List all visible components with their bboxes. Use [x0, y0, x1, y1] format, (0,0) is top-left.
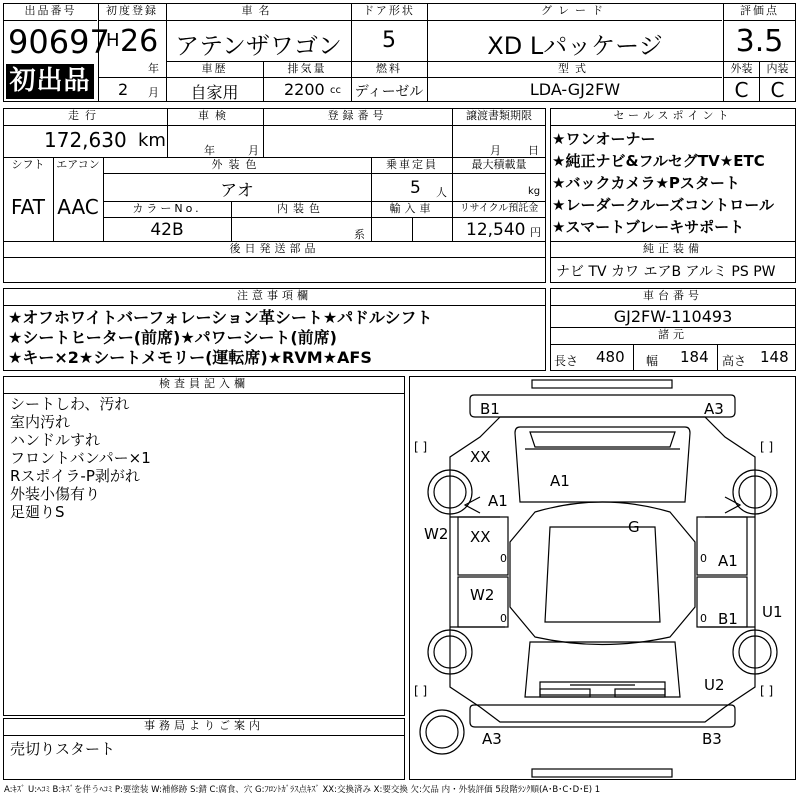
sales-points-list: [552, 128, 774, 238]
capacity: 5: [410, 178, 421, 198]
damage-mark: W2: [470, 586, 495, 604]
km-unit: km: [138, 130, 166, 151]
damage-mark: [ ]: [414, 440, 428, 454]
damage-mark: W2: [424, 525, 449, 543]
inspector-note: シートしわ、汚れ: [10, 395, 130, 413]
width-label: 幅: [646, 354, 659, 368]
transfer-deadline-label: 譲渡書類期限: [466, 109, 532, 122]
damage-mark: A3: [482, 730, 502, 748]
door-type-label: ドア形状: [363, 4, 415, 17]
history-label: 車歴: [201, 62, 228, 75]
fuel-label: 燃料: [376, 62, 402, 75]
chassis-number: GJ2FW-110493: [613, 307, 733, 326]
sales-point-item: ★スマートブレーキサポート: [552, 218, 745, 236]
height-value: 148: [760, 348, 789, 366]
damage-mark: A1: [550, 472, 570, 490]
inspector-note: ハンドルすれ: [10, 431, 101, 449]
person-unit: 人: [436, 186, 447, 199]
color-number-label: カラーNo.: [132, 202, 202, 215]
shift-type: FAT: [10, 195, 45, 219]
damage-mark: B1: [718, 610, 738, 628]
color-number: 42B: [150, 220, 184, 240]
sales-point-item: ★レーダークルーズコントロール: [552, 196, 774, 214]
length-value: 480: [596, 348, 625, 366]
era-letter: H: [106, 30, 120, 51]
inspection-month-unit: 月: [248, 144, 259, 157]
damage-mark: G: [628, 518, 640, 536]
damage-mark: XX: [470, 528, 491, 546]
notes-list: [8, 308, 432, 368]
mileage: 172,630: [44, 128, 127, 152]
registration-month: 2: [118, 80, 129, 99]
damage-mark: [ ]: [414, 684, 428, 698]
damage-mark: B1: [480, 400, 500, 418]
height-label: 高さ: [722, 354, 747, 368]
cc-unit: cc: [330, 85, 341, 96]
chassis-number-label: 車台番号: [643, 289, 703, 302]
lot-number: 90697: [8, 23, 110, 61]
import-car-label: 輸入車: [389, 202, 435, 215]
exterior-color: アオ: [220, 181, 254, 201]
kg-unit: kg: [528, 186, 541, 197]
transfer-day-unit: 日: [528, 144, 539, 157]
recycle-deposit-label: リサイクル預託金: [459, 203, 539, 214]
grade-label: グレード: [541, 4, 609, 17]
width-value: 184: [680, 348, 709, 366]
later-parts-label: 後日発送部品: [229, 242, 320, 255]
note-line: ★キー×2★シートメモリー(運転席)★RVM★AFS: [8, 348, 372, 367]
car-name: アテンザワゴン: [175, 32, 342, 60]
displacement-label: 排気量: [287, 62, 327, 75]
damage-mark: 0: [700, 612, 707, 625]
sales-points-label: セールスポイント: [613, 109, 733, 122]
damage-mark: B3: [702, 730, 722, 748]
first-listing-badge: 初出品: [6, 64, 94, 99]
exterior-grade: C: [734, 78, 749, 102]
sales-point-item: ★純正ナビ&フルセグTV★ETC: [552, 152, 765, 170]
mileage-label: 走行: [68, 109, 102, 122]
month-unit: 月: [148, 86, 159, 99]
notes-label: 注意事項欄: [237, 289, 312, 302]
inspector-note: Rスポイラ-P剥がれ: [10, 467, 140, 485]
exterior-color-label: 外装色: [211, 158, 263, 171]
door-count: 5: [382, 28, 396, 53]
fuel-type: ディーゼル: [354, 84, 424, 100]
grade: XD Lパッケージ: [487, 32, 663, 60]
damage-mark: [ ]: [760, 684, 774, 698]
lot-number-label: 出品番号: [24, 4, 77, 17]
interior-color-label: 内装色: [277, 202, 325, 215]
sales-point-item: ★バックカメラ★Pスタート: [552, 174, 740, 192]
damage-mark: U2: [704, 676, 725, 694]
aircon-type: AAC: [57, 195, 99, 219]
genuine-equipment: ナビ TV カワ エアB アルミ PS PW: [556, 264, 776, 280]
genuine-equipment-label: 純正装備: [643, 242, 703, 255]
car-outline-diagram: [410, 377, 795, 779]
displacement: 2200: [284, 80, 325, 99]
yen-unit: 円: [530, 226, 541, 239]
shift-label: シフト: [11, 158, 45, 171]
inspector-notes-label: 検査員記入欄: [159, 377, 249, 390]
damage-mark: XX: [470, 448, 491, 466]
damage-mark: [ ]: [760, 440, 774, 454]
damage-mark: A1: [488, 492, 508, 510]
plate-number-label: 登録番号: [327, 109, 388, 122]
sales-point-item: ★ワンオーナー: [552, 130, 656, 148]
interior-grade: C: [770, 78, 785, 102]
year-unit: 年: [148, 62, 159, 75]
damage-legend: A:ｷｽﾞ U:ﾍｺﾐ B:ｷｽﾞを伴うﾍｺﾐ P:要塗装 W:補修跡 S:錆 C:腐食、穴 G:ﾌﾛﾝﾄｶﾞﾗｽ点ｷｽﾞ XX:交換済み X:要交換 欠:欠品 内・外装評価 5段階ﾗﾝｸ順(A･B･C･D･E) 1: [4, 785, 601, 795]
length-label: 長さ: [554, 354, 579, 368]
damage-mark: 0: [500, 612, 507, 625]
model-code: LDA-GJ2FW: [529, 80, 621, 99]
inspector-note: 足廻りS: [10, 503, 65, 521]
score-value: 3.5: [735, 24, 784, 59]
aircon-label: エアコン: [56, 158, 100, 171]
recycle-deposit: 12,540: [466, 220, 526, 240]
exterior-grade-label: 外装: [730, 62, 753, 75]
inspection-year-unit: 年: [204, 144, 215, 157]
inspector-note: 室内汚れ: [10, 413, 71, 431]
interior-color-suffix: 系: [354, 228, 365, 241]
office-notice: 売切りスタート: [10, 740, 116, 758]
dimensions-label: 諸元: [658, 328, 688, 341]
damage-mark: A3: [704, 400, 724, 418]
damage-mark: A1: [718, 552, 738, 570]
first-registration-label: 初度登録: [106, 4, 158, 17]
note-line: ★シートヒーター(前席)★パワーシート(前席): [8, 328, 337, 347]
max-load-label: 最大積載量: [471, 158, 527, 171]
vehicle-history: 自家用: [190, 83, 239, 102]
inspector-notes-list: [10, 395, 151, 521]
capacity-label: 乗車定員: [386, 158, 438, 171]
note-line: ★オフホワイトバーフォレーション革シート★パドルシフト: [8, 308, 433, 327]
damage-mark: 0: [700, 552, 707, 565]
inspector-note: 外装小傷有り: [10, 485, 101, 503]
inspection-label: 車検: [198, 109, 232, 122]
damage-mark: U1: [762, 603, 783, 621]
car-name-label: 車名: [241, 4, 276, 17]
transfer-month-unit: 月: [490, 144, 501, 157]
interior-grade-label: 内装: [766, 62, 789, 75]
model-code-label: 型式: [558, 62, 592, 75]
inspector-note: フロントバンパー×1: [10, 449, 151, 467]
office-notice-label: 事務局よりご案内: [144, 719, 264, 732]
registration-year: 26: [120, 24, 159, 59]
score-label: 評価点: [740, 4, 779, 17]
damage-mark: 0: [500, 552, 507, 565]
